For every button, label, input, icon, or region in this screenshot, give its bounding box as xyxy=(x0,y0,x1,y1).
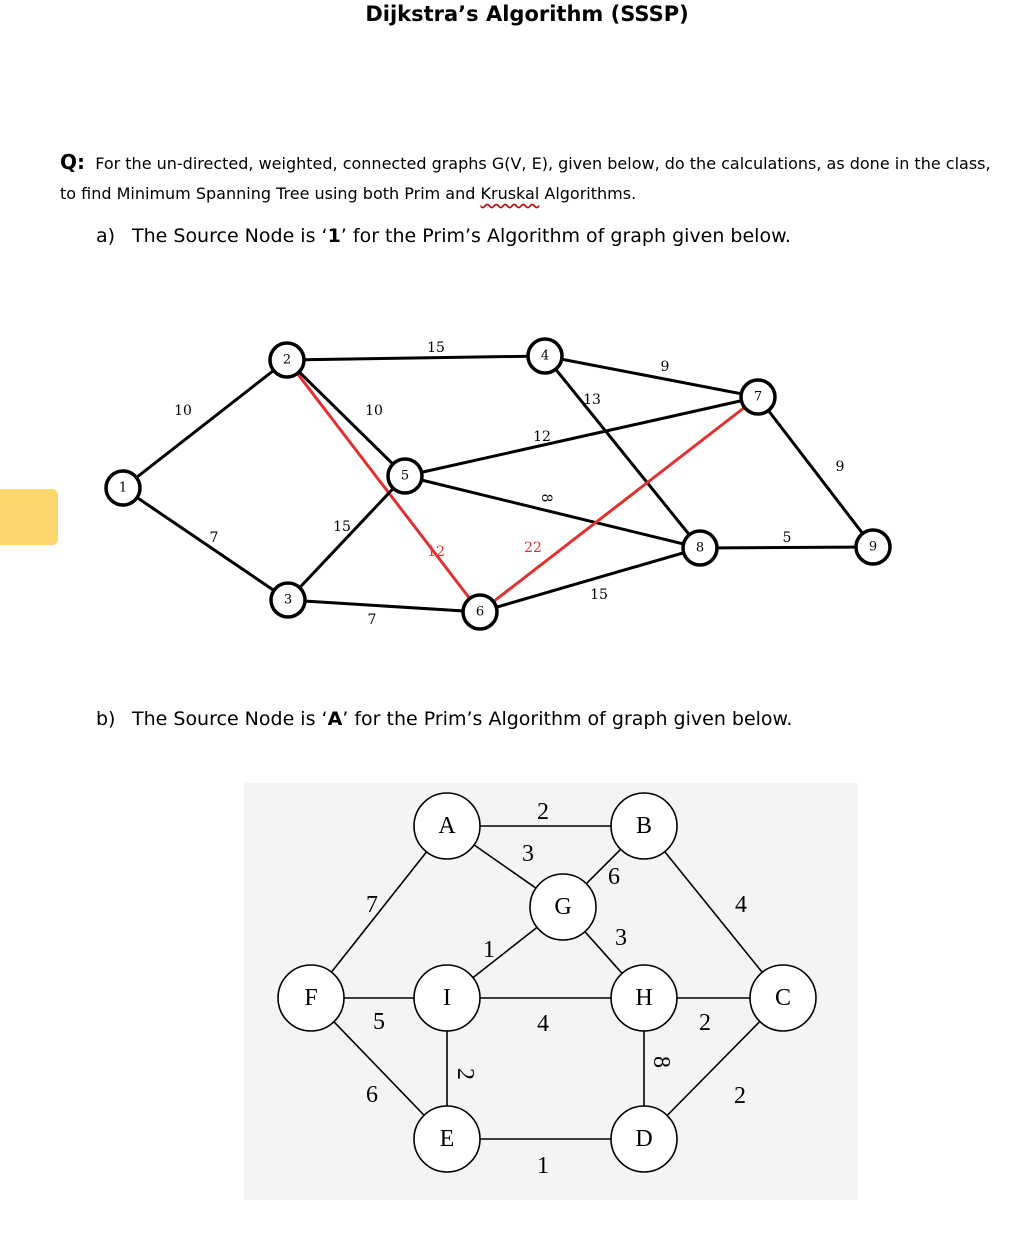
graph-a-weight-1-3: 7 xyxy=(209,530,219,546)
graph-b-weight-G-H: 3 xyxy=(615,925,627,951)
question-label: Q xyxy=(60,150,78,174)
graph-a-weight-4-8: 13 xyxy=(583,392,601,408)
svg-text:E: E xyxy=(439,1126,455,1152)
page-title: Dijkstra’s Algorithm (SSSP) xyxy=(365,2,689,26)
graph-b-node-E xyxy=(414,1106,480,1172)
svg-text:6: 6 xyxy=(475,604,485,620)
graph-b-weight-H-C: 2 xyxy=(699,1010,711,1036)
graph-b-node-H xyxy=(611,965,677,1031)
question-end: Algorithms. xyxy=(544,184,637,203)
part-a-text: The Source Node is ‘ xyxy=(132,225,328,247)
graph-b-weight-G-I: 1 xyxy=(483,937,495,963)
graph-a-weight-1-2: 10 xyxy=(174,403,192,419)
graph-a-weight-2-6: 12 xyxy=(427,544,445,560)
svg-text:3: 3 xyxy=(283,592,293,608)
svg-text:D: D xyxy=(635,1126,653,1152)
graph-b-weight-A-F: 7 xyxy=(366,892,378,918)
svg-text:I: I xyxy=(443,985,451,1011)
graph-b-weight-F-E: 6 xyxy=(366,1082,378,1108)
graph-b-weight-A-G: 3 xyxy=(522,841,534,867)
graph-b-node-C xyxy=(750,965,816,1031)
part-b-text-end: ’ for the Prim’s Algorithm of graph given below. xyxy=(342,708,793,730)
svg-text:4: 4 xyxy=(540,348,550,364)
graph-b-weight-E-D: 1 xyxy=(537,1153,549,1179)
part-a-label: a) xyxy=(96,225,116,247)
part-b-source: A xyxy=(327,708,343,730)
graph-a-weight-7-9: 9 xyxy=(835,459,845,475)
svg-text:H: H xyxy=(635,985,653,1011)
graph-a-weight-2-5: 10 xyxy=(365,403,383,419)
graph-b-weight-B-C: 4 xyxy=(735,892,747,918)
svg-text:G: G xyxy=(554,894,572,920)
graph-b-node-D xyxy=(611,1106,677,1172)
graph-b-node-G xyxy=(530,874,596,940)
svg-text:B: B xyxy=(635,813,653,839)
graph-b-weight-A-B: 2 xyxy=(537,799,549,825)
graph-a-weight-8-9: 5 xyxy=(782,530,792,546)
graph-a-weight-3-6: 7 xyxy=(367,612,377,628)
svg-text:8: 8 xyxy=(695,540,705,556)
part-a-text-end: ’ for the Prim’s Algorithm of graph given below. xyxy=(340,225,791,247)
graph-a-weight-6-8: 15 xyxy=(590,587,608,603)
graph-b-node-I xyxy=(414,965,480,1031)
part-b-label: b) xyxy=(96,708,116,730)
svg-text:9: 9 xyxy=(868,539,878,555)
svg-text:C: C xyxy=(774,985,792,1011)
graph-b-weight-H-D: 8 xyxy=(648,1056,674,1068)
part-a-source: 1 xyxy=(327,225,341,247)
question-body: For the un-directed, weighted, connected graphs G(V, E), given below, do the calculations, as done in the class, to find Minimum Spanning Tree using both Prim and xyxy=(60,154,991,203)
graph-a-weight-2-4: 15 xyxy=(427,340,445,356)
part-b-text: The Source Node is ‘ xyxy=(132,708,328,730)
graph-a-weight-5-7: 12 xyxy=(533,429,551,445)
kruskal-word: Kruskal xyxy=(480,184,540,203)
svg-text:7: 7 xyxy=(753,389,763,405)
svg-text:1: 1 xyxy=(118,480,128,496)
svg-text:F: F xyxy=(304,985,318,1011)
graph-b-node-F xyxy=(278,965,344,1031)
graph-a-weight-6-7: 22 xyxy=(524,540,542,556)
graph-a-weight-4-7: 9 xyxy=(660,359,670,375)
graph-a-weight-3-5: 15 xyxy=(333,519,351,535)
graph-b-node-A xyxy=(414,793,480,859)
graph-b-weight-C-D: 2 xyxy=(734,1083,746,1109)
graph-b-weight-F-I: 5 xyxy=(373,1009,385,1035)
svg-text:A: A xyxy=(438,813,456,839)
graph-b-node-B xyxy=(611,793,677,859)
graph-b-weight-B-G: 6 xyxy=(608,864,620,890)
graph-b-weight-I-E: 2 xyxy=(452,1068,478,1080)
graph-a-weight-5-8: 8 xyxy=(538,493,554,503)
question-colon: : xyxy=(77,150,86,174)
svg-text:5: 5 xyxy=(400,468,410,484)
graph-b-weight-I-H: 4 xyxy=(537,1011,549,1037)
svg-text:2: 2 xyxy=(282,352,292,368)
